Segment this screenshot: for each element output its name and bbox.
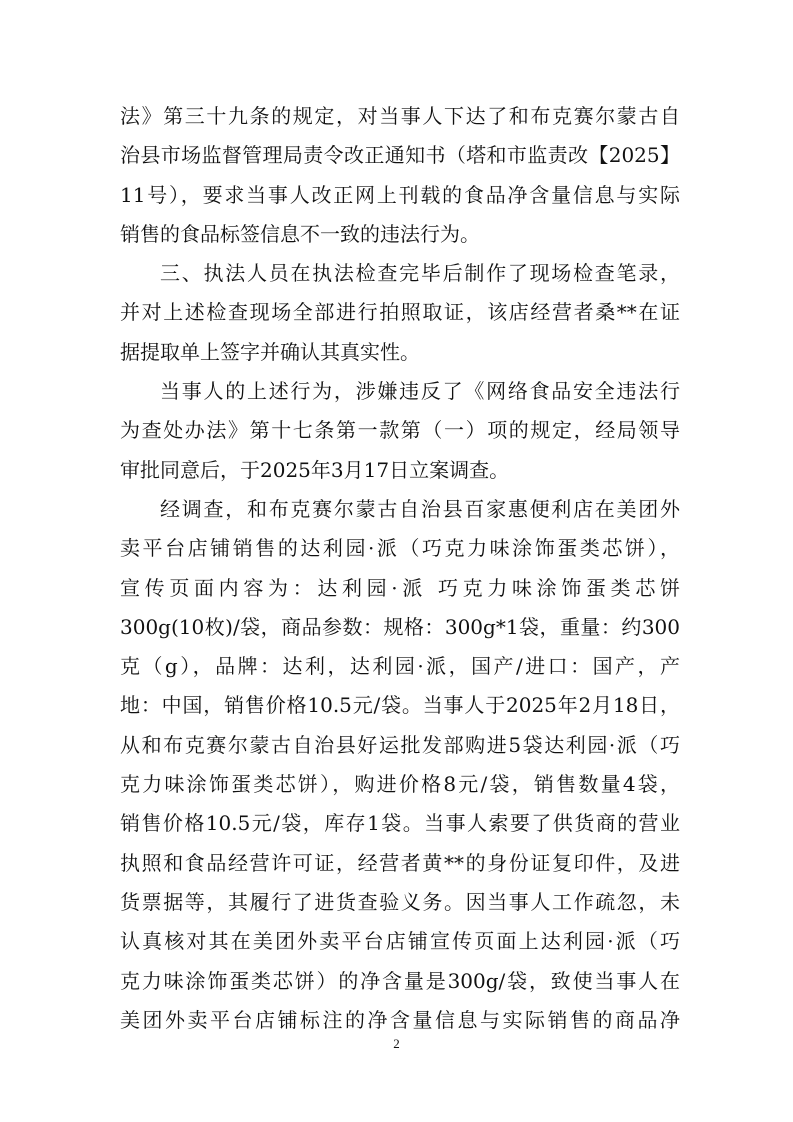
text-line: 克力味涂饰蛋类芯饼）的净含量是300g/袋，致使当事人在 — [120, 968, 680, 993]
text-line: 卖平台店铺销售的达利园·派（巧克力味涂饰蛋类芯饼）， — [120, 536, 680, 561]
page-number: 2 — [393, 1036, 400, 1051]
text-line: 克力味涂饰蛋类芯饼），购进价格8元/袋，销售数量4袋， — [120, 772, 680, 797]
text-line: 认真核对其在美团外卖平台店铺宣传页面上达利园·派（巧 — [120, 929, 680, 954]
text-line: 300g(10枚)/袋，商品参数：规格：300g*1袋，重量：约300 — [120, 614, 680, 639]
text-line: 地：中国，销售价格10.5元/袋。当事人于2025年2月18日， — [120, 693, 680, 718]
body-text — [120, 97, 680, 1040]
text-line: 货票据等，其履行了进货查验义务。因当事人工作疏忽，未 — [120, 889, 680, 914]
text-line: 经调查，和布克赛尔蒙古自治县百家惠便利店在美团外 — [160, 496, 680, 521]
text-line: 从和布克赛尔蒙古自治县好运批发部购进5袋达利园·派（巧 — [120, 732, 680, 757]
text-line: 并对上述检查现场全部进行拍照取证，该店经营者桑**在证 — [120, 300, 680, 325]
text-line: 克（g），品牌：达利，达利园·派，国产/进口：国产，产 — [120, 654, 680, 679]
text-line: 法》第三十九条的规定，对当事人下达了和布克赛尔蒙古自 — [120, 104, 680, 128]
text-line: 11号），要求当事人改正网上刊载的食品净含量信息与实际 — [120, 182, 680, 207]
text-line: 销售价格10.5元/袋，库存1袋。当事人索要了供货商的营业 — [120, 811, 680, 836]
text-line: 宣传页面内容为：达利园·派 巧克力味涂饰蛋类芯饼 — [120, 575, 680, 600]
text-line: 三、执法人员在执法检查完毕后制作了现场检查笔录， — [160, 261, 680, 286]
text-line: 治县市场监督管理局责令改正通知书（塔和市监责改【2025】 — [120, 143, 680, 168]
text-line: 审批同意后，于2025年3月17日立案调查。 — [120, 457, 510, 482]
text-line: 当事人的上述行为，涉嫌违反了《网络食品安全违法行 — [160, 379, 680, 404]
text-line: 为查处办法》第十七条第一款第（一）项的规定，经局领导 — [120, 418, 680, 443]
text-line: 据提取单上签字并确认其真实性。 — [120, 339, 420, 364]
text-line: 执照和食品经营许可证，经营者黄**的身份证复印件，及进 — [120, 850, 680, 875]
text-line: 销售的食品标签信息不一致的违法行为。 — [120, 221, 480, 246]
text-line: 美团外卖平台店铺标注的净含量信息与实际销售的商品净 — [120, 1007, 680, 1032]
